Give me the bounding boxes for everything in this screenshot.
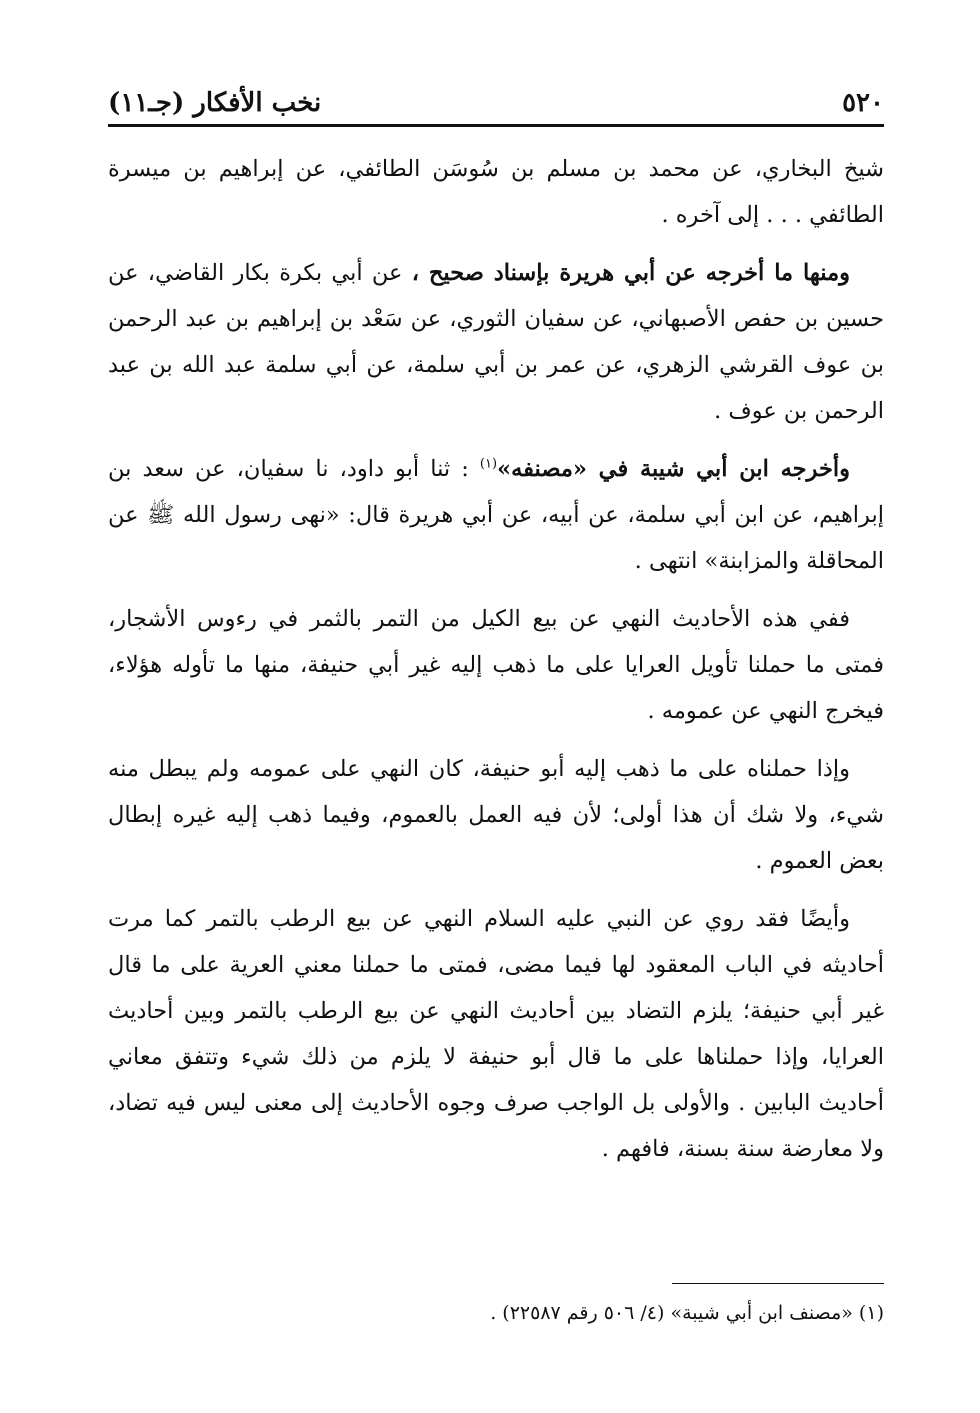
footnote-rule: [672, 1283, 884, 1284]
paragraph-bold-lead: ومنها ما أخرجه عن أبي هريرة بإسناد صحيح ،: [411, 260, 850, 286]
paragraph-text: وأيضًا فقد روي عن النبي عليه السلام النهي عن بيع الرطب بالتمر كما مرت أحاديثه في الباب المعقود لها فيما مضى، فمتى ما حملنا معني العرية على ما قال غير أبي حنيفة؛ يلزم التضاد بين أحاديث النهي عن بيع الرطب بالتمر وبين أحاديث العرايا، وإذا حملناها على ما قال أبو حنيفة لا يلزم من ذلك شيء وتتفق معاني أحاديث البابين . والأولى بل الواجب صرف وجوه الأحاديث إلى معنى ليس فيه تضاد، ولا معارضة سنة بسنة، فافهم .: [108, 906, 884, 1162]
page-header: [108, 78, 884, 118]
paragraph-5: [108, 746, 884, 884]
paragraph-text: ففي هذه الأحاديث النهي عن بيع الكيل من التمر بالثمر في رءوس الأشجار، فمتى ما حملنا تأويل العرايا على ما ذهب إليه غير أبي حنيفة، منها ما تأوله هؤلاء، فيخرج النهي عن عمومه .: [108, 606, 884, 724]
paragraph-3: [108, 446, 884, 584]
paragraph-1: [108, 146, 884, 238]
paragraph-text: عن أبي بكرة بكار القاضي، عن حسين بن حفص الأصبهاني، عن سفيان الثوري، عن سَعْد بن إبراهيم بن عبد الرحمن بن عوف القرشي الزهري، عن عمر بن أبي سلمة، عن أبي سلمة عبد الله بن عبد الرحمن بن عوف .: [108, 260, 884, 424]
paragraph-text: : ثنا أبو داود، نا سفيان، عن سعد بن إبراهيم، عن ابن أبي سلمة، عن أبيه، عن أبي هريرة قال: «نهى رسول الله ﷺ عن المحاقلة والمزابنة» انتهى .: [108, 456, 884, 574]
paragraph-bold-lead: وأخرجه ابن أبي شيبة في «مصنفه»: [497, 456, 850, 482]
paragraph-6: [108, 896, 884, 1172]
main-text: [108, 146, 884, 1184]
paragraph-text: وإذا حملناه على ما ذهب إليه أبو حنيفة، كان النهي على عمومه ولم يبطل منه شيء، ولا شك أن هذا أولى؛ لأن فيه العمل بالعموم، وفيما ذهب إليه غيره إبطال بعض العموم .: [108, 756, 884, 874]
paragraph-2: [108, 250, 884, 434]
footnote-ref[interactable]: (١): [479, 456, 498, 472]
paragraph-text: شيخ البخاري، عن محمد بن مسلم بن سُوسَن الطائفي، عن إبراهيم بن ميسرة الطائفي . . . إلى آخره .: [108, 156, 884, 228]
footnote-text: (١) «مصنف ابن أبي شيبة» (٤/ ٥٠٦ رقم ٢٢٥٨٧) .: [490, 1302, 884, 1324]
running-title: نخب الأفكار (جـ١١): [108, 88, 322, 118]
paragraph-4: [108, 596, 884, 734]
footnote: [108, 1294, 884, 1332]
header-rule: [108, 124, 884, 127]
page-number: ٥٢٠: [842, 88, 884, 118]
